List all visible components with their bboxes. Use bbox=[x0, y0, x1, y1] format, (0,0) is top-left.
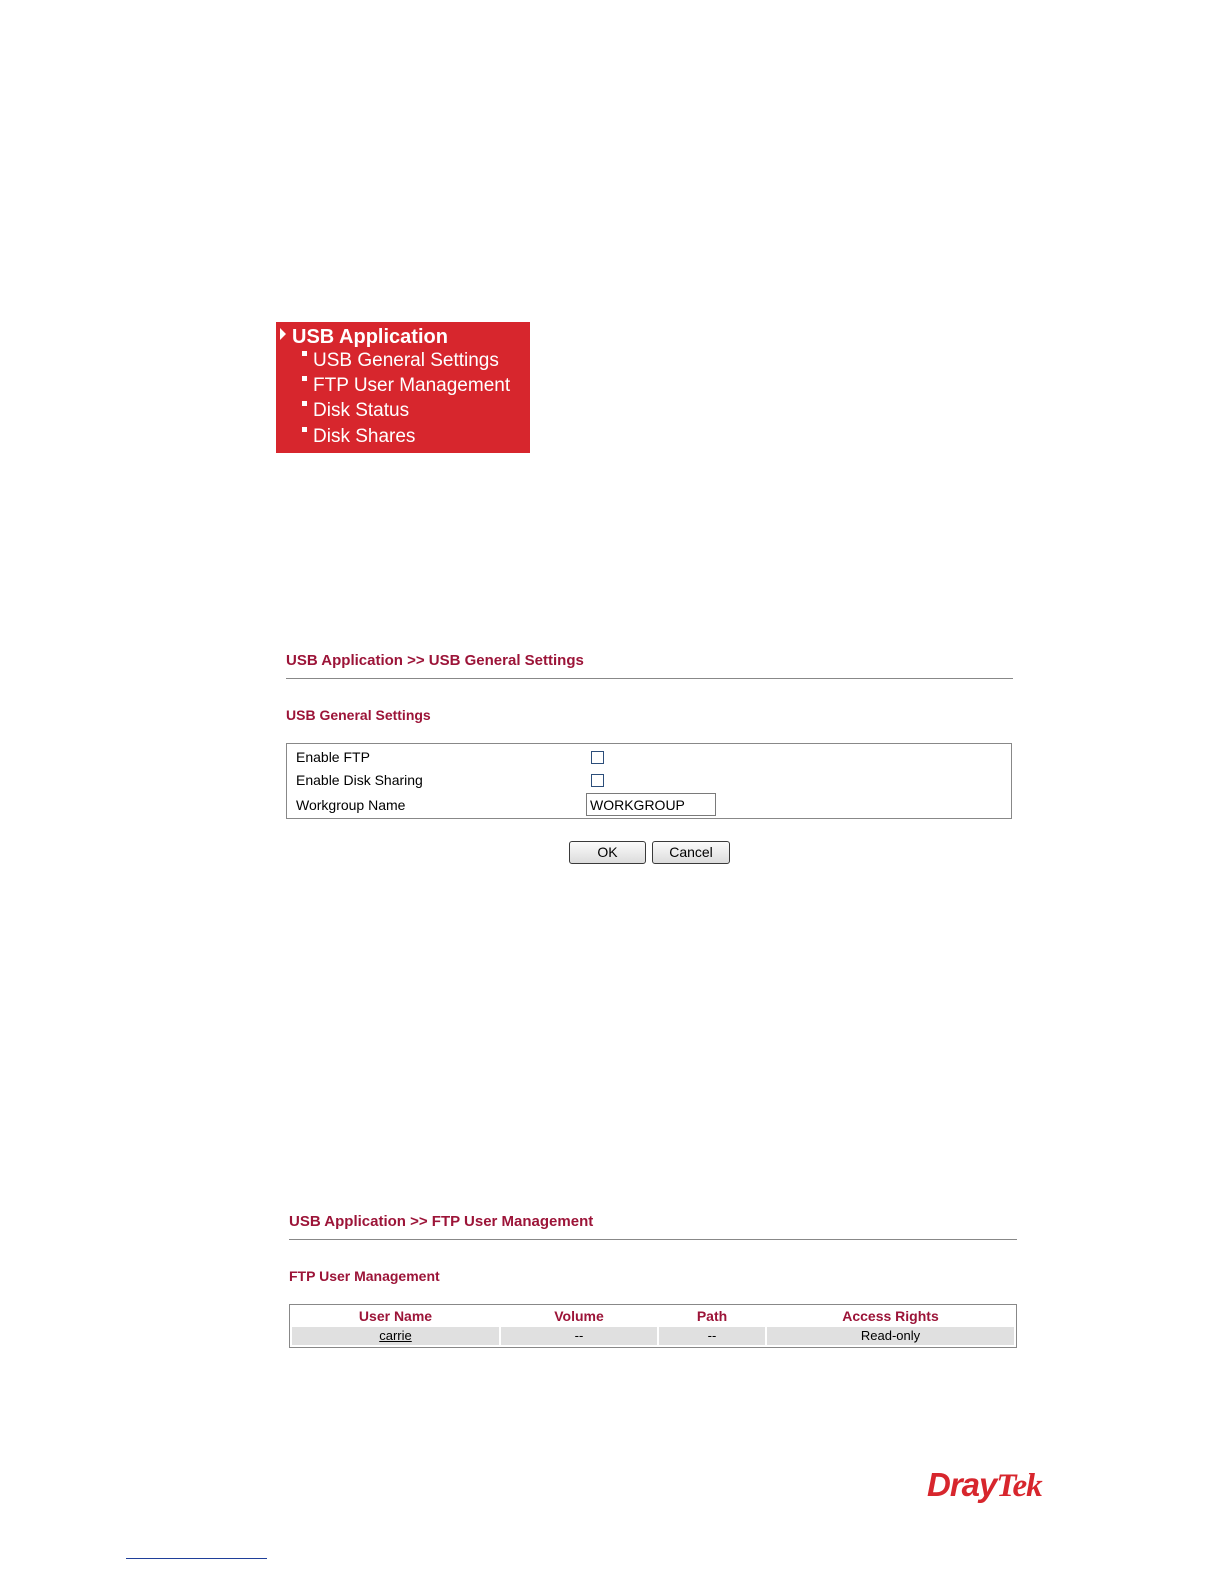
menu-item-usb-general-settings[interactable] bbox=[302, 349, 499, 373]
menu-item-label: Disk Status bbox=[313, 400, 410, 421]
menu-item-label: FTP User Management bbox=[313, 375, 511, 396]
column-header-access-rights: Access Rights bbox=[842, 1308, 939, 1324]
column-header-path: Path bbox=[696, 1308, 728, 1324]
bullet-icon bbox=[302, 401, 307, 406]
bullet-icon bbox=[302, 376, 307, 381]
user-link-carrie[interactable]: carrie bbox=[379, 1328, 412, 1343]
table-cell-user bbox=[292, 1327, 499, 1345]
ftp-section-title: FTP User Management bbox=[289, 1268, 440, 1284]
divider bbox=[286, 678, 1013, 679]
bullet-icon bbox=[302, 427, 307, 432]
table-cell-volume: -- bbox=[501, 1327, 657, 1345]
menu-title-label: USB Application bbox=[292, 326, 448, 348]
column-header-user-name: User Name bbox=[358, 1308, 433, 1324]
menu-item-label: Disk Shares bbox=[313, 426, 416, 447]
general-settings-box bbox=[286, 743, 1012, 819]
workgroup-name-label: Workgroup Name bbox=[296, 797, 406, 813]
bullet-icon bbox=[302, 351, 307, 356]
draytek-logo bbox=[927, 1466, 1042, 1505]
caret-right-icon bbox=[280, 328, 286, 340]
workgroup-name-input[interactable] bbox=[586, 793, 716, 816]
ftp-user-table bbox=[289, 1304, 1017, 1348]
footer-divider bbox=[126, 1558, 267, 1559]
logo-tek: Tek bbox=[996, 1468, 1042, 1504]
general-section-title: USB General Settings bbox=[286, 707, 431, 723]
menu-item-disk-status[interactable] bbox=[302, 399, 409, 423]
cancel-button[interactable]: Cancel bbox=[652, 841, 730, 864]
general-breadcrumb: USB Application >> USB General Settings bbox=[286, 652, 584, 669]
menu-item-disk-shares[interactable] bbox=[302, 425, 415, 449]
column-header-volume: Volume bbox=[554, 1308, 604, 1324]
enable-ftp-checkbox[interactable] bbox=[591, 751, 604, 764]
enable-disk-sharing-label: Enable Disk Sharing bbox=[296, 772, 423, 788]
logo-dray: Dray bbox=[927, 1466, 997, 1503]
table-cell-access: Read-only bbox=[767, 1327, 1014, 1345]
ftp-breadcrumb: USB Application >> FTP User Management bbox=[289, 1213, 594, 1230]
menu-title[interactable] bbox=[280, 324, 448, 350]
enable-disk-sharing-checkbox[interactable] bbox=[591, 774, 604, 787]
menu-item-ftp-user-management[interactable] bbox=[302, 374, 510, 398]
divider bbox=[289, 1239, 1017, 1240]
usb-application-menu bbox=[276, 322, 530, 453]
table-cell-path: -- bbox=[659, 1327, 765, 1345]
menu-item-label: USB General Settings bbox=[313, 350, 499, 371]
enable-ftp-label: Enable FTP bbox=[296, 749, 370, 765]
ok-button[interactable]: OK bbox=[569, 841, 646, 864]
